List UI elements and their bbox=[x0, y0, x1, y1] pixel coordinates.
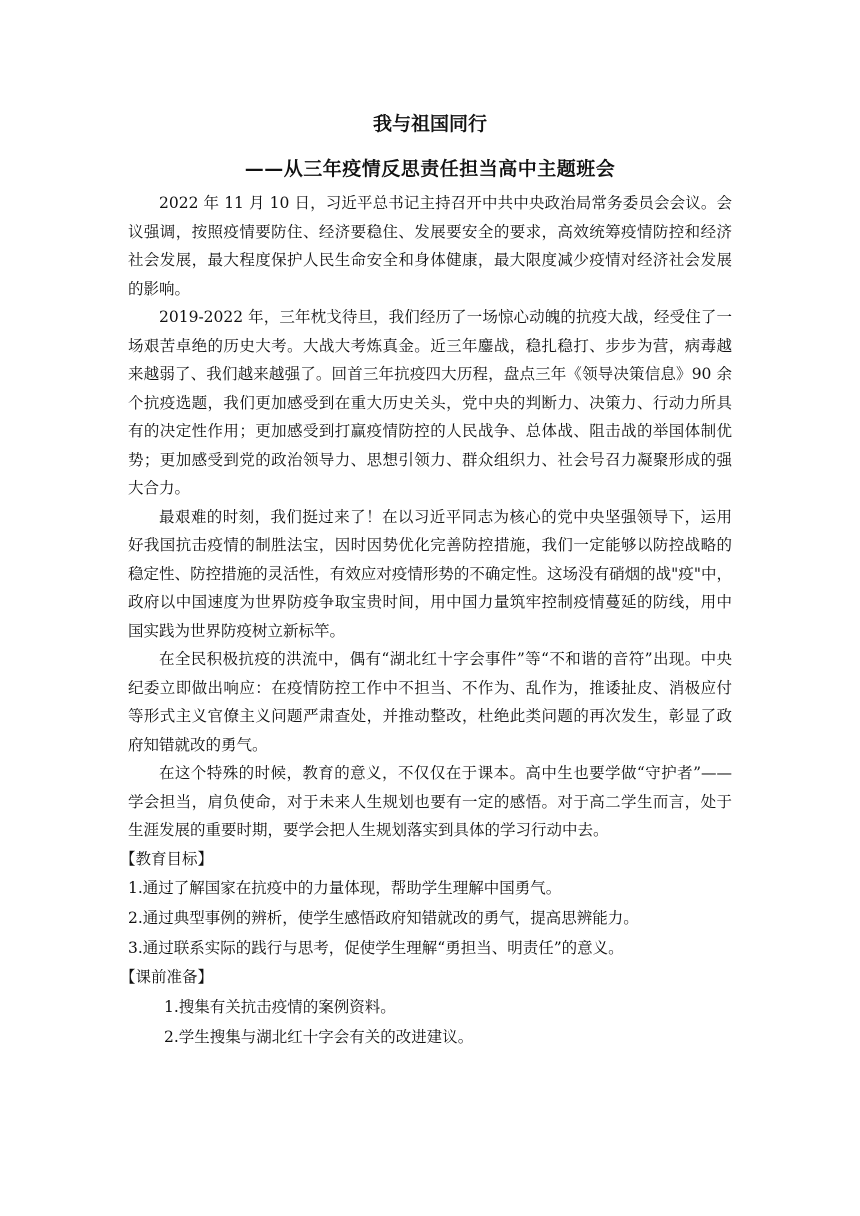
document-subtitle: ——从三年疫情反思责任担当高中主题班会 bbox=[244, 158, 616, 180]
goal-item: 3.通过联系实际的践行与思考，促使学生理解“勇担当、明责任”的意义。 bbox=[128, 939, 624, 957]
prep-item: 1.搜集有关抗击疫情的案例资料。 bbox=[164, 997, 396, 1016]
paragraph-education: 在这个特殊的时候，教育的意义，不仅仅在于课本。高中生也要学做“守护者”——学会担当，肩负使命，对于未来人生规划也要有一定的感悟。对于高二学生而言，处于生涯发展的重要时期，要学会把人生规划落实到具体的学习行动中去。 bbox=[128, 764, 732, 839]
paragraph-red-cross: 在全民积极抗疫的洪流中，偶有“湖北红十字会事件”等“不和谐的音符”出现。中央纪委立即做出响应：在疫情防控工作中不担当、不作为、乱作为，推诿扯皮、消极应付等形式主义官僚主义问题严肃查处，并推动整改，杜绝此类问题的再次发生，彰显了政府知错就改的勇气。 bbox=[128, 650, 732, 754]
goals-heading: 【教育目标】 bbox=[120, 849, 214, 868]
goal-item: 2.通过典型事例的辨析，使学生感悟政府知错就改的勇气，提高思辨能力。 bbox=[128, 909, 639, 927]
goal-item: 1.通过了解国家在抗疫中的力量体现，帮助学生理解中国勇气。 bbox=[128, 879, 562, 897]
paragraph-meeting: 2022 年 11 月 10 日，习近平总书记主持召开中共中央政治局常务委员会会议。会议强调，按照疫情要防住、经济要稳住、发展要安全的要求，高效统筹疫情防控和经济社会发展，最大程度保护人民生命安全和身体健康，最大限度减少疫情对经济社会发展的影响。 bbox=[128, 194, 732, 298]
prep-item: 2.学生搜集与湖北红十字会有关的改进建议。 bbox=[164, 1027, 474, 1046]
document-page bbox=[120, 110, 732, 1052]
paragraph-three-years: 2019-2022 年，三年枕戈待旦，我们经历了一场惊心动魄的抗疫大战，经受住了一场艰苦卓绝的历史大考。大战大考炼真金。近三年鏖战，稳扎稳打、步步为营，病毒越来越弱了、我们越来越强了。回首三年抗疫四大历程，盘点三年《领导决策信息》90 余个抗疫选题，我们更加感受到在重大历史关头，党中央的判断力、决策力、行动力所具有的决定性作用；更加感受到打赢疫情防控的人民战争、总体战、阻击战的举国体制优势；更加感受到党的政治领导力、思想引领力、群众组织力、社会号召力凝聚形成的强大合力。 bbox=[128, 308, 732, 497]
document-title: 我与祖国同行 bbox=[372, 113, 487, 135]
prep-heading: 【课前准备】 bbox=[120, 968, 214, 986]
paragraph-hardest-time: 最艰难的时刻，我们挺过来了！在以习近平同志为核心的党中央坚强领导下，运用好我国抗击疫情的制胜法宝，因时因势优化完善防控措施，我们一定能够以防控战略的稳定性、防控措施的灵活性，有效应对疫情形势的不确定性。这场没有硝烟的战"疫"中，政府以中国速度为世界防疫争取宝贵时间，用中国力量筑牢控制疫情蔓延的防线，用中国实践为世界防疫树立新标竿。 bbox=[128, 507, 732, 640]
